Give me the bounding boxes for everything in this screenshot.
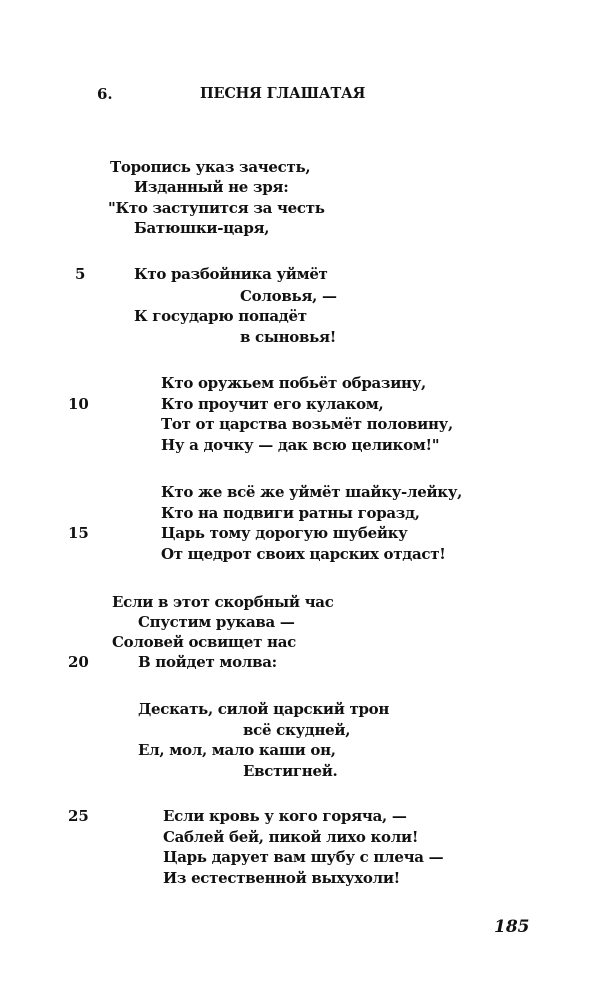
verse-line: Кто разбойника уймёт: [134, 265, 328, 283]
verse-line: в сыновья!: [240, 328, 337, 346]
verse-line: Из естественной выхухоли!: [163, 869, 400, 887]
verse-line: Соловья, —: [240, 287, 337, 305]
verse-line: Царь дарует вам шубу с плеча —: [163, 848, 444, 866]
verse-line: В пойдет молва:: [138, 653, 277, 671]
verse-line: Тот от царства возьмёт половину,: [161, 415, 453, 433]
verse-line: Ну а дочку — дак всю целиком!": [161, 436, 440, 454]
verse-line: Батюшки-царя,: [134, 219, 270, 237]
verse-line: "Кто заступится за честь: [108, 199, 325, 217]
verse-line: Саблей бей, пикой лихо коли!: [163, 828, 419, 846]
verse-line: Соловей освищет нас: [112, 633, 296, 651]
poem-number: 6.: [97, 85, 113, 103]
line-number: 20: [68, 653, 89, 671]
verse-line: Кто на подвиги ратны горазд,: [161, 504, 420, 522]
verse-line: Ел, мол, мало каши он,: [138, 741, 336, 759]
poem-title: ПЕСНЯ ГЛАШАТАЯ: [200, 85, 366, 102]
verse-line: К государю попадёт: [134, 307, 307, 325]
verse-line: Если в этот скорбный час: [112, 593, 334, 611]
line-number: 10: [68, 395, 89, 413]
verse-line: Кто проучит его кулаком,: [161, 395, 384, 413]
page-number: 185: [494, 917, 530, 937]
verse-line: Дескать, силой царский трон: [138, 700, 390, 718]
line-number: 15: [68, 524, 89, 542]
verse-line: Кто же всё же уймёт шайку-лейку,: [161, 483, 463, 501]
verse-line: Торопись указ зачесть,: [110, 158, 311, 176]
verse-line: всё скудней,: [243, 721, 351, 739]
verse-line: От щедрот своих царских отдаст!: [161, 545, 446, 563]
verse-line: Евстигней.: [243, 762, 338, 780]
verse-line: Изданный не зря:: [134, 178, 289, 196]
verse-line: Царь тому дорогую шубейку: [161, 524, 408, 542]
verse-line: Спустим рукава —: [138, 613, 295, 631]
verse-line: Кто оружьем побьёт образину,: [161, 374, 426, 392]
verse-line: Если кровь у кого горяча, —: [163, 807, 407, 825]
line-number: 5: [75, 265, 86, 283]
line-number: 25: [68, 807, 89, 825]
